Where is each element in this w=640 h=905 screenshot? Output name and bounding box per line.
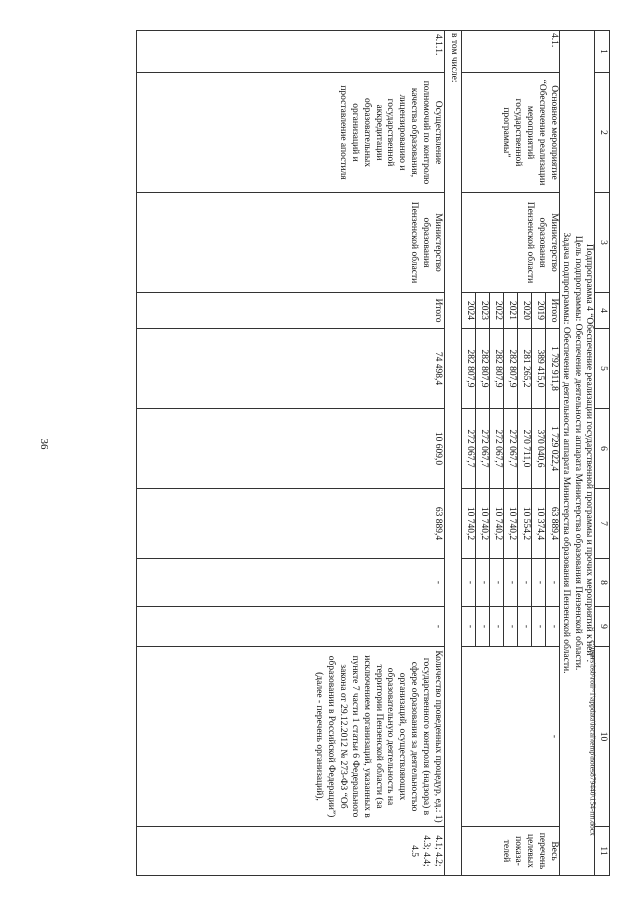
table-row [136,31,444,876]
col-header-7: 7 [595,489,610,559]
other-sources: - [531,607,545,647]
col-header-8: 8 [595,559,610,607]
year-cell: Итого [545,293,559,329]
regional-budget: 272 067,7 [489,409,503,489]
local-budget: - [489,559,503,607]
federal-budget: 10 740,2 [489,489,503,559]
regional-budget: 272 067,7 [475,409,489,489]
column-number-row [595,31,610,876]
including-label: в том числе: [444,31,461,876]
total-amount: 282 807,9 [475,329,489,409]
year-cell: 2019 [531,293,545,329]
indicator-description: - [461,647,559,827]
total-amount: 281 265,2 [517,329,531,409]
col-header-2: 2 [595,73,610,193]
subprogram-title-row [583,31,595,876]
total-amount: 74 498,4 [136,329,444,409]
activity-name: Основное мероприятие “Обеспечение реализации мероприятий государственной программы” [461,73,559,193]
row-number: 4.1.1. [136,31,444,73]
local-budget: - [517,559,531,607]
local-budget: - [461,559,475,607]
indicator-description: Количество проведенных процедур, ед.: 1) государственного контроля (надзора) в сфере образования за деятельностью организаций, осуществляющих образовательную деятельность на территории Пензенской области (за исключением организаций, указанных в пункте 7 части 1 статьи 6 Федерального закона от 29.12.2012 № 273-ФЗ “Об образовании в Российской Федерации”) (далее - перечень организаций), [136,647,444,827]
col-header-1: 1 [595,31,610,73]
other-sources: - [489,607,503,647]
other-sources: - [503,607,517,647]
indicator-refs: Весь перечень целевых показа-телей [461,827,559,876]
federal-budget: 63 889,4 [136,489,444,559]
including-row [444,31,461,876]
page-number: 36 [38,438,50,450]
federal-budget: 10 374,4 [531,489,545,559]
local-budget: - [503,559,517,607]
year-cell: 2024 [461,293,475,329]
activity-name: Осуществление полномочий по контролю качества образования, лицензированию и государственной аккредитации образовательных организаций и проставление апостиля [136,73,444,193]
federal-budget: 10 740,2 [461,489,475,559]
total-amount: 282 807,9 [503,329,517,409]
year-cell: 2021 [503,293,517,329]
local-budget: - [531,559,545,607]
other-sources: - [545,607,559,647]
regional-budget: 272 067,7 [503,409,517,489]
col-header-10: 10 [595,647,610,827]
footer-file-path: c:\users\bsb\roii~1\appdata\local\temp\notes879440\154-пп.docx [588,640,598,836]
total-amount: 282 807,9 [489,329,503,409]
year-cell: 2022 [489,293,503,329]
total-amount: 389 415,0 [531,329,545,409]
regional-budget: 10 609,0 [136,409,444,489]
year-cell: 2020 [517,293,531,329]
total-amount: 1 792 911,8 [545,329,559,409]
indicator-refs: 4.1; 4.2; 4.3; 4.4; 4.5 [136,827,444,876]
other-sources: - [475,607,489,647]
table-row [545,31,559,876]
regional-budget: 1 729 022,4 [545,409,559,489]
col-header-5: 5 [595,329,610,409]
federal-budget: 10 740,2 [475,489,489,559]
regional-budget: 370 040,6 [531,409,545,489]
col-header-6: 6 [595,409,610,489]
rotated-page [95,30,610,875]
subprogram-goal: Цель подпрограммы: Обеспечение деятельности аппарата Министерства образования Пензенской области. [571,31,582,876]
federal-budget: 10 740,2 [503,489,517,559]
other-sources: - [136,607,444,647]
federal-budget: 10 554,2 [517,489,531,559]
program-table [136,30,610,876]
total-amount: 282 807,9 [461,329,475,409]
col-header-9: 9 [595,607,610,647]
other-sources: - [461,607,475,647]
regional-budget: 270 711,0 [517,409,531,489]
col-header-4: 4 [595,293,610,329]
year-cell: 2023 [475,293,489,329]
local-budget: - [475,559,489,607]
col-header-11: 11 [595,827,610,876]
year-cell: Итого [136,293,444,329]
subprogram-title: Подпрограмма 4 “Обеспечение реализации государственной программы и прочих мероприятий к ней”. [583,31,595,876]
executor: Министерство образования Пензенской области [461,193,559,293]
federal-budget: 63 889,4 [545,489,559,559]
subprogram-task-row [559,31,571,876]
local-budget: - [136,559,444,607]
landscape-content [95,30,610,875]
other-sources: - [517,607,531,647]
subprogram-task: Задача подпрограммы: Обеспечение деятельности аппарата Министерства образования Пензенской области. [559,31,571,876]
row-number: 4.1. [461,31,559,73]
local-budget: - [545,559,559,607]
col-header-3: 3 [595,193,610,293]
regional-budget: 272 067,7 [461,409,475,489]
executor: Министерство образования Пензенской области [136,193,444,293]
subprogram-goal-row [571,31,582,876]
